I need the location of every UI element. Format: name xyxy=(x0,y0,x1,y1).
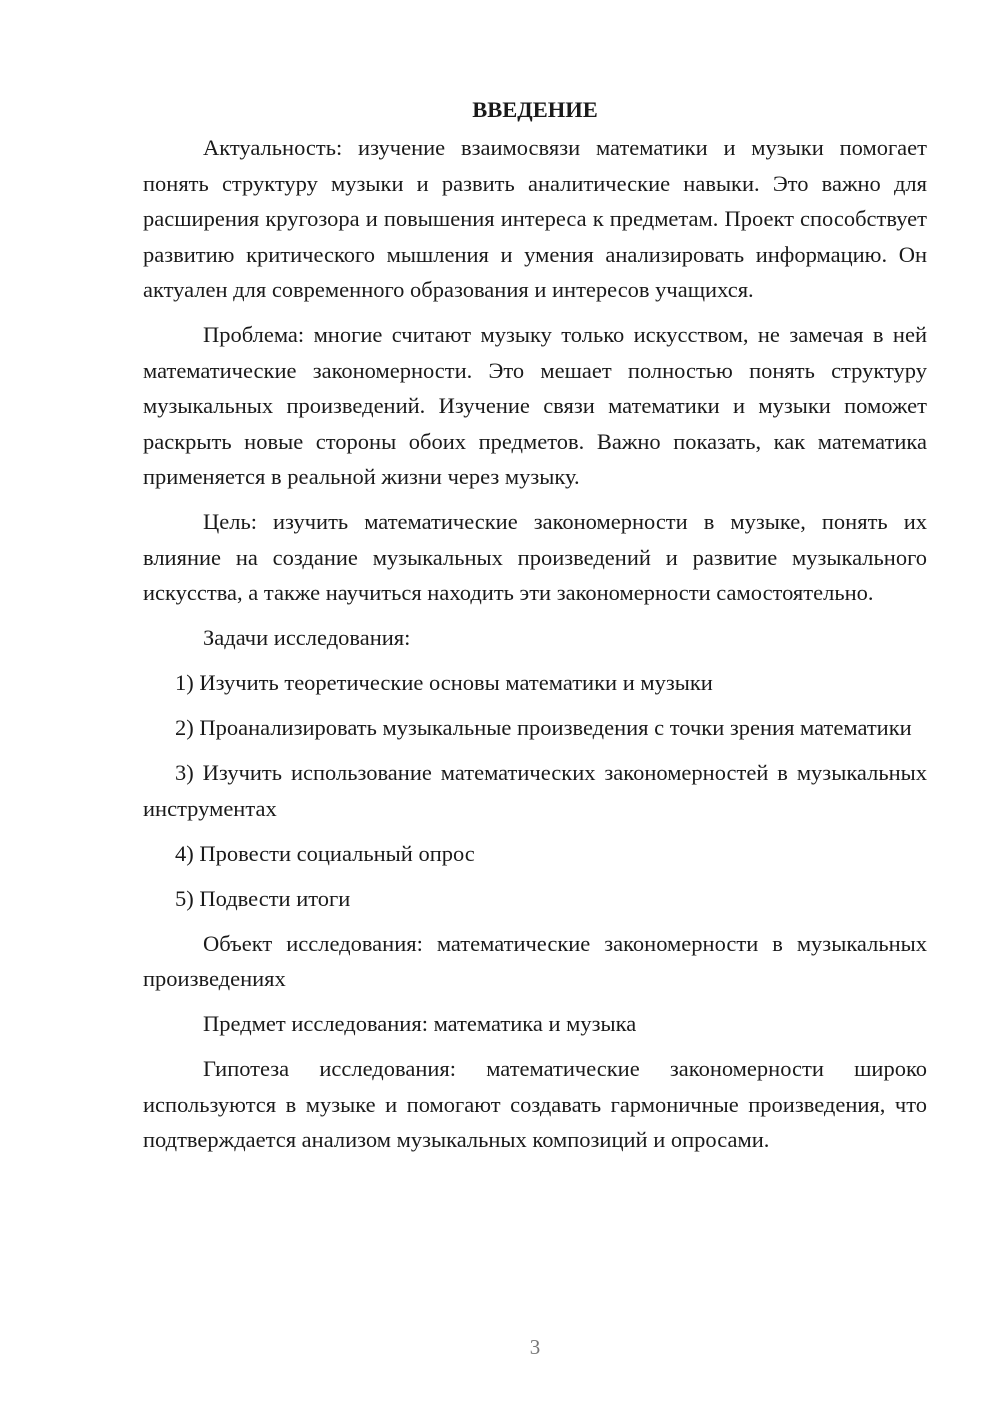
tasks-heading: Задачи исследования: xyxy=(203,625,411,650)
task-item-5: 5) Подвести итоги xyxy=(175,885,351,911)
task-item-2: 2) Проанализировать музыкальные произведения с точки зрения математики xyxy=(175,715,912,740)
paragraph-relevance: Актуальность: изучение взаимосвязи математики и музыки помогает понять структуру музыки и развить аналитические навыки. Это важно для расширения кругозора и повышения интереса к предметам. Проект способствует развитию критического мышления и умения анализировать информацию. Он актуален для современного образования и интересов учащихся. xyxy=(143,135,927,302)
task-item-1: 1) Изучить теоретические основы математики и музыки xyxy=(175,670,713,695)
paragraph-subject: Предмет исследования: математика и музыка xyxy=(203,1011,637,1036)
paragraph-hypothesis: Гипотеза исследования: математические закономерности широко используются в музыке и помогают создавать гармоничные произведения, что подтверждается анализом музыкальных композиций и опросами. xyxy=(143,1056,927,1152)
page-title: ВВЕДЕНИЕ xyxy=(472,97,598,122)
page-content xyxy=(143,92,927,1167)
task-item-4: 4) Провести социальный опрос xyxy=(175,840,475,866)
paragraph-object: Объект исследования: математические закономерности в музыкальных произведениях xyxy=(143,930,927,991)
paragraph-goal: Цель: изучить математические закономерности в музыке, понять их влияние на создание музыкальных произведений и развитие музыкального искусства, а также научиться находить эти закономерности самостоятельно. xyxy=(143,509,927,605)
page-number: 3 xyxy=(529,1335,541,1359)
paragraph-problem: Проблема: многие считают музыку только искусством, не замечая в ней математические закономерности. Это мешает полностью понять структуру музыкальных произведений. Изучение связи математики и музыки поможет раскрыть новые стороны обоих предметов. Важно показать, как математика применяется в реальной жизни через музыку. xyxy=(143,322,927,489)
task-item-3: 3) Изучить использование математических закономерностей в музыкальных инструментах xyxy=(143,760,927,821)
